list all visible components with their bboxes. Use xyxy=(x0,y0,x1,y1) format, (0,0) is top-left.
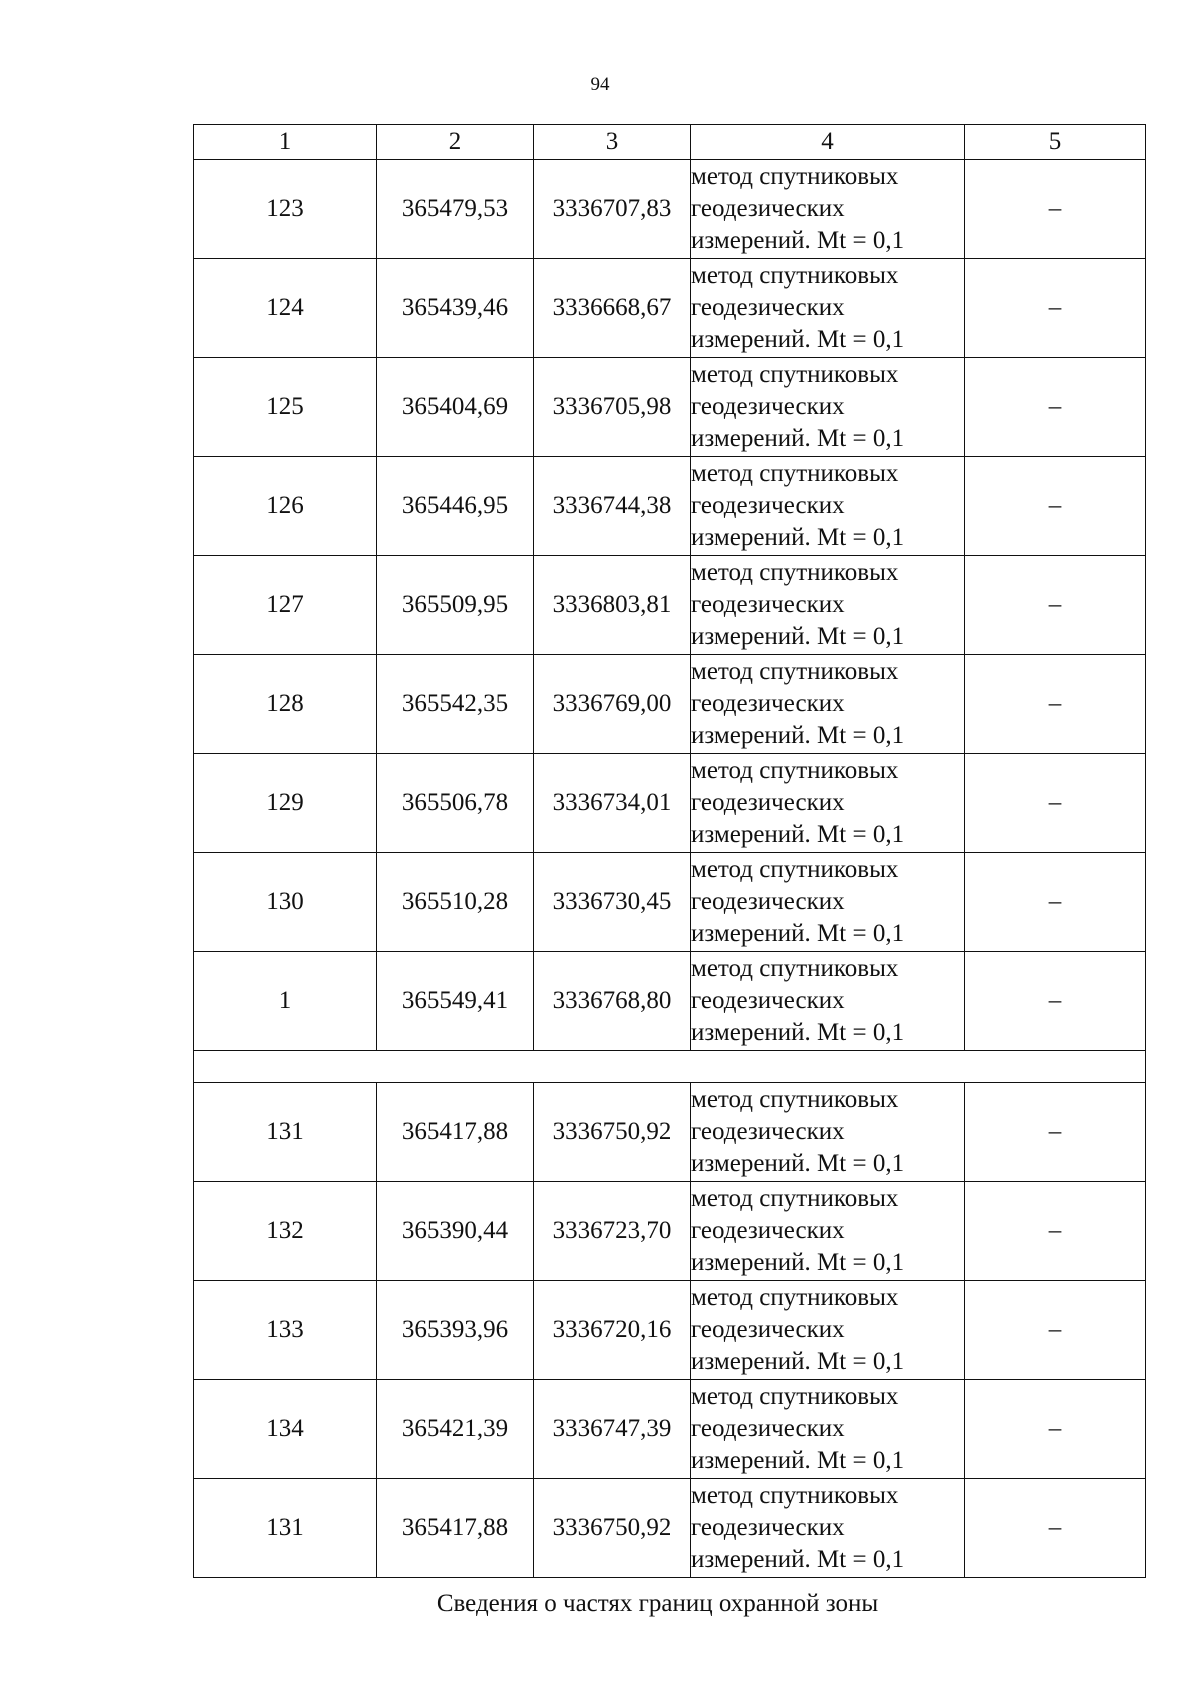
method-cell xyxy=(691,1083,965,1182)
x-coordinate-cell: 365509,95 xyxy=(377,556,534,655)
table-body xyxy=(194,160,1146,1578)
method-line: метод спутниковых xyxy=(691,460,899,487)
method-line: метод спутниковых xyxy=(691,658,899,685)
method-line: метод спутниковых xyxy=(691,559,899,586)
method-cell xyxy=(691,1380,965,1479)
note-cell: – xyxy=(965,1182,1146,1281)
note-cell: – xyxy=(965,259,1146,358)
x-coordinate-cell: 365417,88 xyxy=(377,1083,534,1182)
method-cell xyxy=(691,1479,965,1578)
method-line: геодезических xyxy=(691,591,845,618)
method-line: метод спутниковых xyxy=(691,1284,899,1311)
method-line: метод спутниковых xyxy=(691,361,899,388)
method-line: измерений. Mt = 0,1 xyxy=(691,623,905,650)
note-cell: – xyxy=(965,1083,1146,1182)
method-line: метод спутниковых xyxy=(691,856,899,883)
table-row xyxy=(194,1380,1146,1479)
note-cell: – xyxy=(965,1380,1146,1479)
note-cell: – xyxy=(965,1281,1146,1380)
column-header: 3 xyxy=(534,125,691,160)
y-coordinate-cell: 3336750,92 xyxy=(534,1083,691,1182)
column-header: 4 xyxy=(691,125,965,160)
table-row xyxy=(194,556,1146,655)
point-number-cell: 131 xyxy=(194,1083,377,1182)
method-line: геодезических xyxy=(691,1118,845,1145)
method-line: измерений. Mt = 0,1 xyxy=(691,524,905,551)
point-number-cell: 125 xyxy=(194,358,377,457)
separator-cell xyxy=(194,1051,1146,1083)
y-coordinate-cell: 3336720,16 xyxy=(534,1281,691,1380)
note-cell: – xyxy=(965,1479,1146,1578)
y-coordinate-cell: 3336668,67 xyxy=(534,259,691,358)
y-coordinate-cell: 3336734,01 xyxy=(534,754,691,853)
note-cell: – xyxy=(965,556,1146,655)
method-cell xyxy=(691,160,965,259)
method-line: геодезических xyxy=(691,393,845,420)
table-row xyxy=(194,1479,1146,1578)
x-coordinate-cell: 365510,28 xyxy=(377,853,534,952)
method-line: геодезических xyxy=(691,195,845,222)
y-coordinate-cell: 3336769,00 xyxy=(534,655,691,754)
x-coordinate-cell: 365404,69 xyxy=(377,358,534,457)
table-row xyxy=(194,655,1146,754)
method-cell xyxy=(691,457,965,556)
column-header: 2 xyxy=(377,125,534,160)
y-coordinate-cell: 3336723,70 xyxy=(534,1182,691,1281)
method-line: измерений. Mt = 0,1 xyxy=(691,1019,905,1046)
method-line: метод спутниковых xyxy=(691,262,899,289)
column-header: 1 xyxy=(194,125,377,160)
method-cell xyxy=(691,1182,965,1281)
x-coordinate-cell: 365421,39 xyxy=(377,1380,534,1479)
table-row xyxy=(194,358,1146,457)
point-number-cell: 126 xyxy=(194,457,377,556)
method-line: измерений. Mt = 0,1 xyxy=(691,1150,905,1177)
method-line: геодезических xyxy=(691,690,845,717)
x-coordinate-cell: 365506,78 xyxy=(377,754,534,853)
section-caption: Сведения о частях границ охранной зоны xyxy=(436,1590,879,1617)
note-cell: – xyxy=(965,457,1146,556)
method-line: измерений. Mt = 0,1 xyxy=(691,821,905,848)
note-cell: – xyxy=(965,952,1146,1051)
method-cell xyxy=(691,358,965,457)
x-coordinate-cell: 365393,96 xyxy=(377,1281,534,1380)
table-row xyxy=(194,1182,1146,1281)
method-line: метод спутниковых xyxy=(691,163,899,190)
method-line: измерений. Mt = 0,1 xyxy=(691,722,905,749)
method-cell xyxy=(691,655,965,754)
coordinates-table xyxy=(193,124,1146,1578)
point-number-cell: 130 xyxy=(194,853,377,952)
x-coordinate-cell: 365549,41 xyxy=(377,952,534,1051)
table-header-row xyxy=(194,125,1146,160)
method-line: метод спутниковых xyxy=(691,1185,899,1212)
x-coordinate-cell: 365542,35 xyxy=(377,655,534,754)
point-number-cell: 128 xyxy=(194,655,377,754)
method-line: метод спутниковых xyxy=(691,757,899,784)
y-coordinate-cell: 3336744,38 xyxy=(534,457,691,556)
point-number-cell: 134 xyxy=(194,1380,377,1479)
y-coordinate-cell: 3336803,81 xyxy=(534,556,691,655)
method-line: измерений. Mt = 0,1 xyxy=(691,920,905,947)
x-coordinate-cell: 365439,46 xyxy=(377,259,534,358)
method-cell xyxy=(691,853,965,952)
method-line: геодезических xyxy=(691,1514,845,1541)
table-row xyxy=(194,1083,1146,1182)
method-line: геодезических xyxy=(691,1415,845,1442)
y-coordinate-cell: 3336705,98 xyxy=(534,358,691,457)
note-cell: – xyxy=(965,754,1146,853)
y-coordinate-cell: 3336730,45 xyxy=(534,853,691,952)
table-separator-row xyxy=(194,1051,1146,1083)
method-line: измерений. Mt = 0,1 xyxy=(691,326,905,353)
point-number-cell: 127 xyxy=(194,556,377,655)
note-cell: – xyxy=(965,160,1146,259)
method-line: измерений. Mt = 0,1 xyxy=(691,1249,905,1276)
method-cell xyxy=(691,952,965,1051)
method-line: измерений. Mt = 0,1 xyxy=(691,1348,905,1375)
y-coordinate-cell: 3336768,80 xyxy=(534,952,691,1051)
table-row xyxy=(194,259,1146,358)
method-line: измерений. Mt = 0,1 xyxy=(691,1447,905,1474)
method-line: измерений. Mt = 0,1 xyxy=(691,425,905,452)
method-line: метод спутниковых xyxy=(691,955,899,982)
x-coordinate-cell: 365446,95 xyxy=(377,457,534,556)
method-line: метод спутниковых xyxy=(691,1086,899,1113)
method-line: метод спутниковых xyxy=(691,1383,899,1410)
point-number-cell: 129 xyxy=(194,754,377,853)
method-line: геодезических xyxy=(691,789,845,816)
point-number-cell: 1 xyxy=(194,952,377,1051)
method-line: геодезических xyxy=(691,294,845,321)
method-line: геодезических xyxy=(691,888,845,915)
note-cell: – xyxy=(965,655,1146,754)
x-coordinate-cell: 365417,88 xyxy=(377,1479,534,1578)
point-number-cell: 132 xyxy=(194,1182,377,1281)
table-row xyxy=(194,160,1146,259)
x-coordinate-cell: 365479,53 xyxy=(377,160,534,259)
method-line: измерений. Mt = 0,1 xyxy=(691,227,905,254)
method-line: геодезических xyxy=(691,492,845,519)
y-coordinate-cell: 3336747,39 xyxy=(534,1380,691,1479)
column-header: 5 xyxy=(965,125,1146,160)
table-row xyxy=(194,1281,1146,1380)
method-line: геодезических xyxy=(691,987,845,1014)
table-row xyxy=(194,754,1146,853)
point-number-cell: 124 xyxy=(194,259,377,358)
method-line: метод спутниковых xyxy=(691,1482,899,1509)
method-line: геодезических xyxy=(691,1217,845,1244)
method-cell xyxy=(691,259,965,358)
method-cell xyxy=(691,754,965,853)
table-row xyxy=(194,952,1146,1051)
x-coordinate-cell: 365390,44 xyxy=(377,1182,534,1281)
method-cell xyxy=(691,556,965,655)
page-number: 94 xyxy=(590,74,610,95)
note-cell: – xyxy=(965,358,1146,457)
table-row xyxy=(194,457,1146,556)
y-coordinate-cell: 3336750,92 xyxy=(534,1479,691,1578)
note-cell: – xyxy=(965,853,1146,952)
method-line: геодезических xyxy=(691,1316,845,1343)
point-number-cell: 131 xyxy=(194,1479,377,1578)
y-coordinate-cell: 3336707,83 xyxy=(534,160,691,259)
point-number-cell: 123 xyxy=(194,160,377,259)
point-number-cell: 133 xyxy=(194,1281,377,1380)
method-cell xyxy=(691,1281,965,1380)
method-line: измерений. Mt = 0,1 xyxy=(691,1546,905,1573)
table-row xyxy=(194,853,1146,952)
